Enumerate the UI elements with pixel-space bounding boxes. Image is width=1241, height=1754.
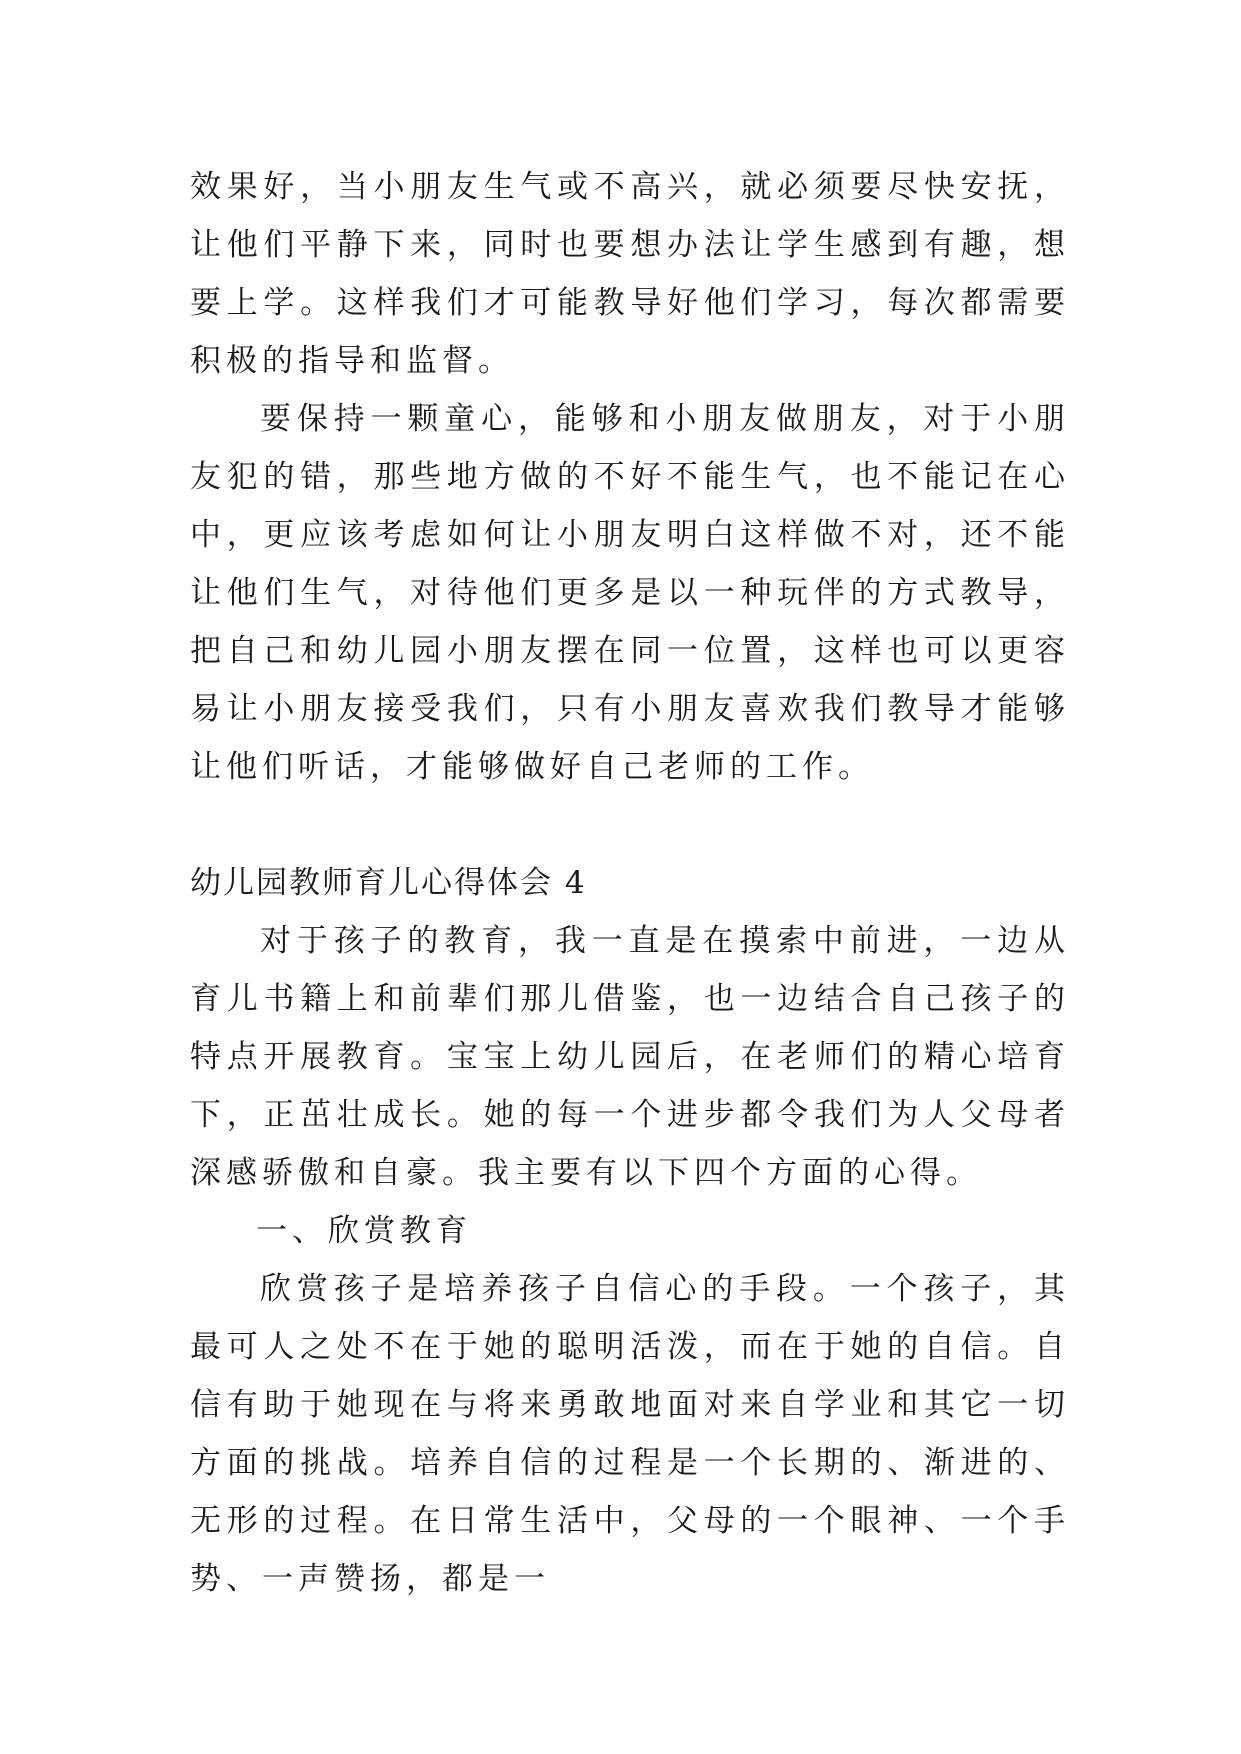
paragraph-continued: 效果好，当小朋友生气或不高兴，就必须要尽快安抚，让他们平静下来，同时也要想办法让学生感到有趣，想要上学。这样我们才可能教导好他们学习，每次都需要积极的指导和监督。 xyxy=(190,169,1070,379)
subheading-appreciation: 一、欣赏教育 xyxy=(256,1213,472,1249)
paragraph-childlike-heart: 要保持一颗童心，能够和小朋友做朋友，对于小朋友犯的错，那些地方做的不好不能生气，也不能记在心中，更应该考虑如何让小朋友明白这样做不对，还不能让他们生气，对待他们更多是以一种玩伴的方式教导，把自己和幼儿园小朋友摆在同一位置，这样也可以更容易让小朋友接受我们，只有小朋友喜欢我们教导才能够让他们听话，才能够做好自己老师的工作。 xyxy=(190,401,1070,785)
paragraph-appreciation: 欣赏孩子是培养孩子自信心的手段。一个孩子，其最可人之处不在于她的聪明活泼，而在于她的自信。自信有助于她现在与将来勇敢地面对来自学业和其它一切方面的挑战。培养自信的过程是一个长期的、渐进的、无形的过程。在日常生活中，父母的一个眼神、一个手势、一声赞扬，都是一 xyxy=(190,1271,1070,1597)
document-body xyxy=(190,158,1070,1608)
section-title: 幼儿园教师育儿心得体会 4 xyxy=(190,865,587,901)
paragraph-intro: 对于孩子的教育，我一直是在摸索中前进，一边从育儿书籍上和前辈们那儿借鉴，也一边结合自己孩子的特点开展教育。宝宝上幼儿园后，在老师们的精心培育下，正茁壮成长。她的每一个进步都令我们为人父母者深感骄傲和自豪。我主要有以下四个方面的心得。 xyxy=(190,923,1070,1191)
